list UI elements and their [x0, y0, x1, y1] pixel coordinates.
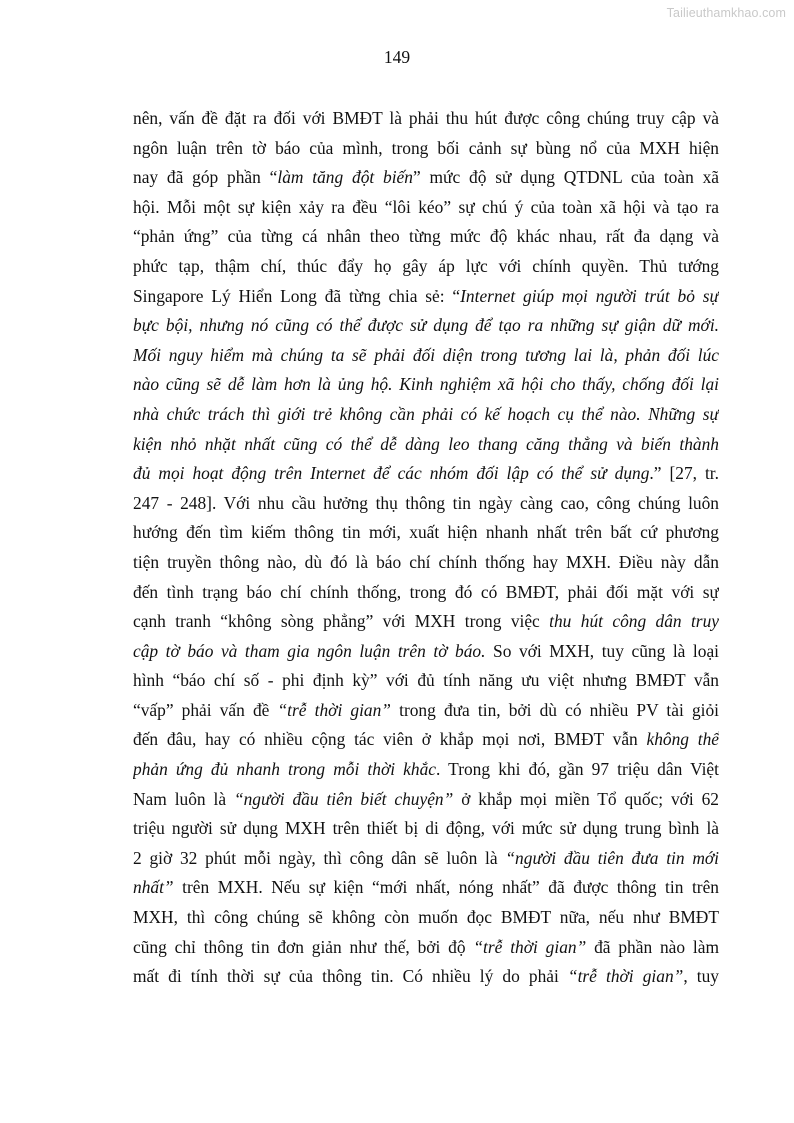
text-run: , tuy — [683, 966, 719, 987]
text-line — [133, 755, 719, 785]
text-run: phức tạp, thậm chí, thúc đẩy họ gây áp lực với chính quyền. Thủ tướng — [133, 255, 719, 276]
text-run: Singapore Lý Hiển Long đã từng chia sẻ: “ — [133, 285, 461, 306]
text-line — [133, 400, 719, 430]
italic-text: thu hút công dân truy — [549, 611, 719, 632]
text-run: mất đi tính thời sự của thông tin. Có nhiều lý do phải — [133, 966, 568, 987]
text-run: tiện truyền thông nào, dù đó là báo chí chính thống hay MXH. Điều này dẫn — [133, 551, 719, 572]
text-line — [133, 134, 719, 164]
italic-text: Internet giúp mọi người trút bỏ sự — [460, 285, 719, 306]
text-run: “vấp” phải vấn đề — [133, 699, 278, 720]
text-run: trên MXH. Nếu sự kiện “mới nhất, nóng nhất” đã được thông tin trên — [173, 877, 719, 898]
italic-text: “người đầu tiên đưa tin mới — [505, 847, 719, 868]
text-line — [133, 814, 719, 844]
text-run: .” [27, tr. — [649, 463, 719, 484]
text-run: cạnh tranh “không sòng phẳng” với MXH trong việc — [133, 611, 550, 632]
text-line — [133, 282, 719, 312]
italic-text: “người đầu tiên biết chuyện” — [233, 788, 454, 809]
italic-text: đủ mọi hoạt động trên Internet để các nhóm đối lập có thể sử dụng — [133, 463, 650, 484]
text-run: 2 giờ 32 phút mỗi ngày, thì công dân sẽ luôn là — [133, 847, 506, 868]
text-line — [133, 341, 719, 371]
text-line — [133, 222, 719, 252]
text-run: hội. Mỗi một sự kiện xảy ra đều “lôi kéo” sự chú ý của toàn xã hội và tạo ra — [133, 196, 719, 217]
text-run: trong đưa tin, bởi dù có nhiều PV tài giỏi — [390, 699, 719, 720]
italic-text: Mối nguy hiểm mà chúng ta sẽ phải đối diện trong tương lai là, phản đối lúc — [133, 344, 719, 365]
text-run: 247 - 248]. Với nhu cầu hưởng thụ thông tin ngày càng cao, công chúng luôn — [133, 492, 719, 513]
italic-text: nhất” — [133, 877, 174, 898]
text-line — [133, 844, 719, 874]
text-run: Nam luôn là — [133, 788, 234, 809]
text-line — [133, 518, 719, 548]
text-line — [133, 873, 719, 903]
text-line — [133, 104, 719, 134]
text-line — [133, 607, 719, 637]
text-run: đến đâu, hay có nhiều cộng tác viên ở khắp mọi nơi, BMĐT vẫn — [133, 729, 647, 750]
text-line — [133, 933, 719, 963]
italic-text: nào cũng sẽ dễ làm hơn là ủng hộ. Kinh nghiệm xã hội cho thấy, chống đối lại — [133, 374, 719, 395]
text-line — [133, 666, 719, 696]
text-line — [133, 370, 719, 400]
text-run: ” mức độ sử dụng QTDNL của toàn xã — [412, 167, 719, 188]
text-line — [133, 489, 719, 519]
italic-text: “trễ thời gian” — [473, 936, 587, 957]
italic-text: cập tờ báo và tham gia ngôn luận trên tờ báo. — [133, 640, 486, 661]
text-line — [133, 725, 719, 755]
text-line — [133, 163, 719, 193]
italic-text: bực bội, nhưng nó cũng có thể được sử dụng để tạo ra những sự giận dữ mới. — [133, 315, 719, 336]
watermark: Tailieuthamkhao.com — [666, 6, 786, 20]
body-text — [133, 104, 719, 992]
text-run: nay đã góp phần “ — [133, 167, 278, 188]
text-run: . Trong khi đó, gần 97 triệu dân Việt — [436, 759, 719, 780]
text-run: nên, vấn đề đặt ra đối với BMĐT là phải thu hút được công chúng truy cập và — [133, 108, 719, 128]
italic-text: phản ứng đủ nhanh trong mỗi thời khắc — [133, 759, 437, 780]
italic-text: “trễ thời gian” — [277, 699, 391, 720]
italic-text: không thể — [646, 729, 719, 750]
text-run: hình “báo chí số - phi định kỳ” với đủ tính năng ưu việt nhưng BMĐT vẫn — [133, 670, 719, 691]
italic-text: nhà chức trách thì giới trẻ không cần phải có kế hoạch cụ thể nào. Những sự — [133, 403, 719, 424]
italic-text: “trễ thời gian” — [567, 966, 684, 987]
text-line — [133, 459, 719, 489]
text-line — [133, 311, 719, 341]
text-line — [133, 962, 719, 992]
italic-text: kiện nhỏ nhặt nhất cũng có thể dễ dàng leo thang căng thẳng và biến thành — [133, 433, 719, 454]
text-run: ngôn luận trên tờ báo của mình, trong bối cảnh sự bùng nổ của MXH hiện — [133, 137, 719, 158]
text-line — [133, 430, 719, 460]
text-run: So với MXH, tuy cũng là loại — [485, 640, 719, 661]
text-run: triệu người sử dụng MXH trên thiết bị di động, với mức sử dụng trung bình là — [133, 818, 719, 839]
text-run: hướng đến tìm kiếm thông tin mới, xuất hiện nhanh nhất trên bất cứ phương — [133, 522, 719, 543]
text-line — [133, 193, 719, 223]
text-run: đến tình trạng báo chí chính thống, trong đó có BMĐT, phải đối mặt với sự — [133, 581, 719, 602]
text-run: cũng chỉ thông tin đơn giản như thế, bởi độ — [133, 936, 474, 957]
text-run: đã phần nào làm — [586, 936, 719, 957]
text-line — [133, 637, 719, 667]
text-line — [133, 578, 719, 608]
text-run: ở khắp mọi miền Tổ quốc; với 62 — [453, 788, 719, 809]
italic-text: làm tăng đột biến — [277, 167, 413, 188]
text-line — [133, 785, 719, 815]
text-line — [133, 252, 719, 282]
page-number: 149 — [383, 47, 411, 67]
text-run: MXH, thì công chúng sẽ không còn muốn đọc BMĐT nữa, nếu như BMĐT — [133, 907, 719, 928]
text-line — [133, 696, 719, 726]
text-line — [133, 548, 719, 578]
text-run: “phản ứng” của từng cá nhân theo từng mức độ khác nhau, rất đa dạng và — [133, 226, 719, 247]
text-line — [133, 903, 719, 933]
